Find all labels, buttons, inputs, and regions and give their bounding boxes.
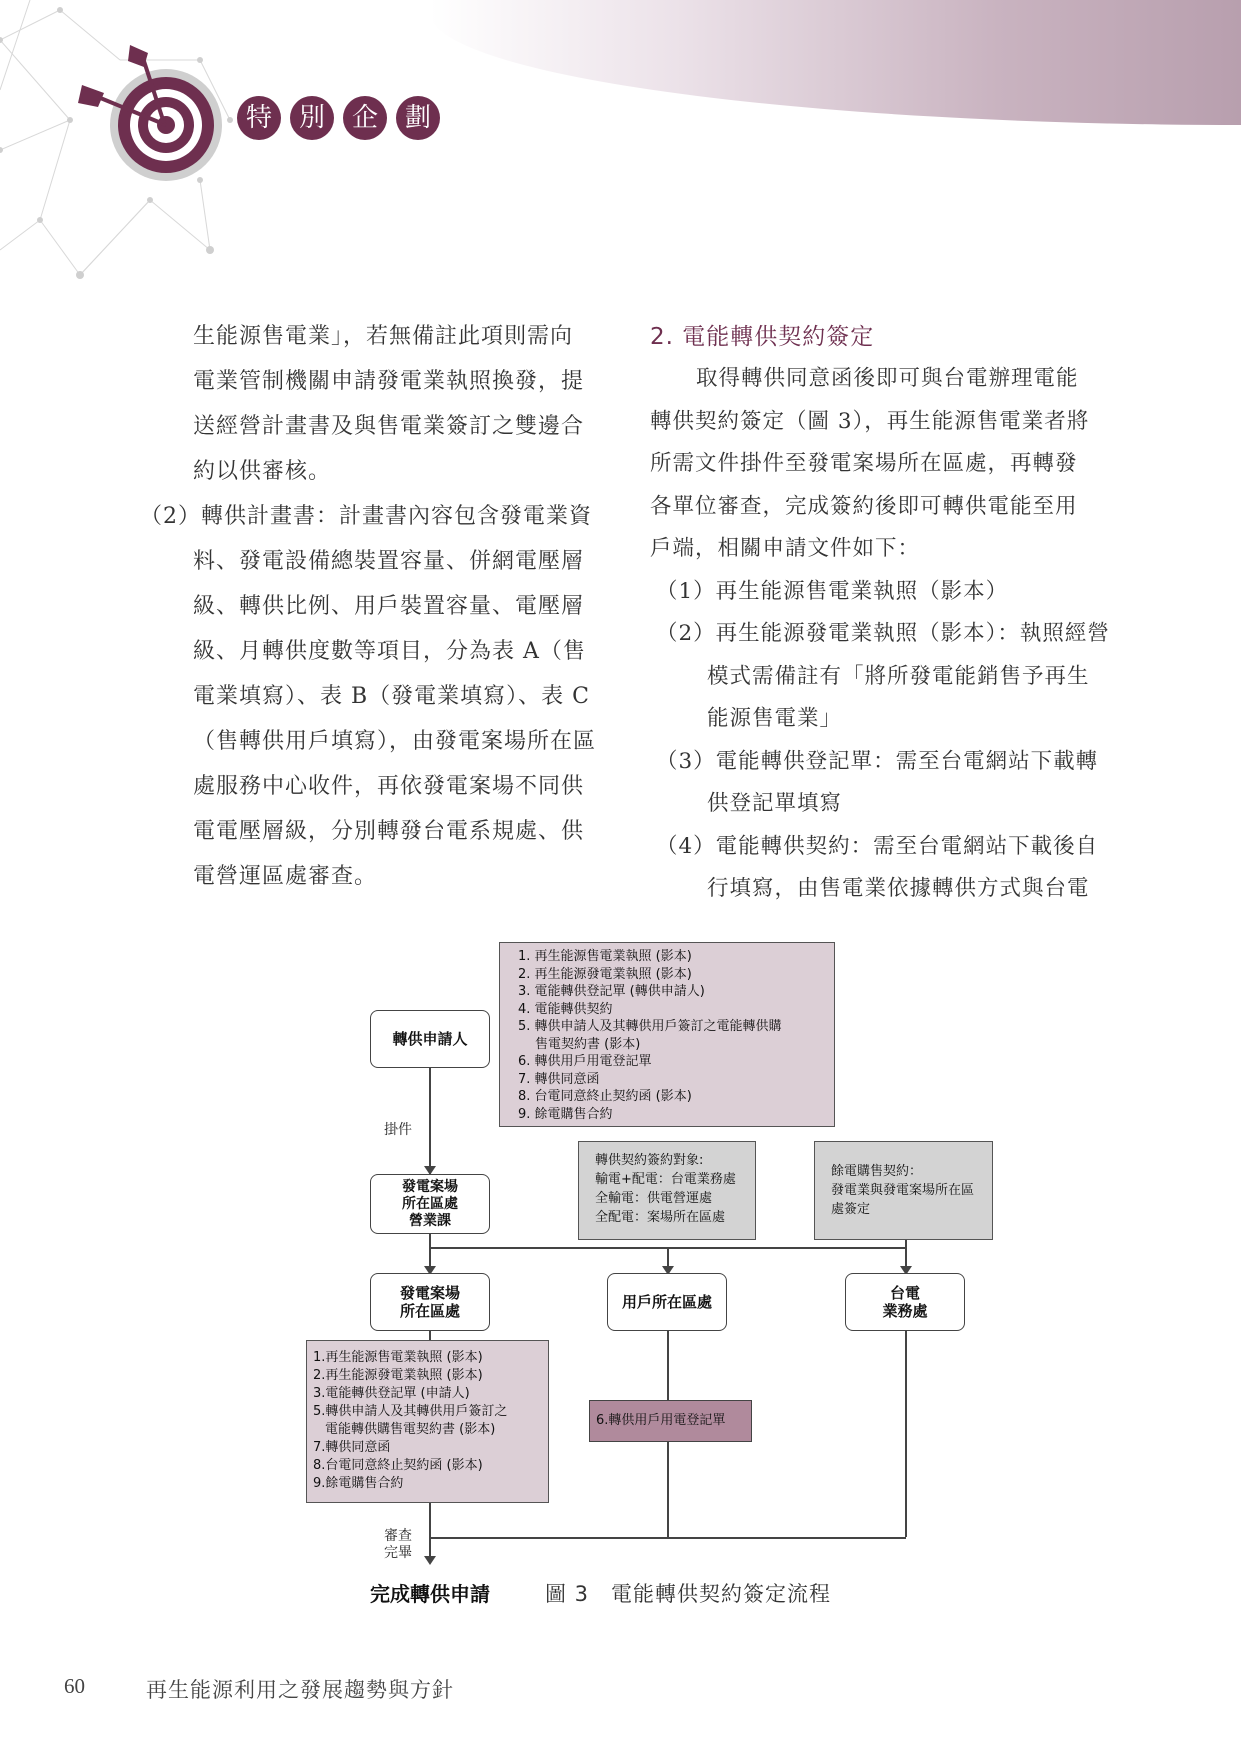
sales-section-line: 發電案場 — [402, 1178, 458, 1195]
user-document-highlight: 6.轉供用戶用電登記單 — [589, 1400, 752, 1442]
right-line: 各單位審查，完成簽約後即可轉供電能至用 — [650, 493, 1078, 519]
taipower-line: 台電 — [889, 1284, 920, 1302]
left-line: 料、發電設備總裝置容量、併網電壓層 — [193, 549, 585, 574]
doc-item: 7.轉供同意函 — [313, 1440, 391, 1455]
doc-item: 2. 再生能源發電業執照 (影本) — [518, 966, 692, 982]
doc-item: 8.台電同意終止契約函 (影本) — [313, 1458, 483, 1473]
doc-item: 售電契約書 (影本) — [535, 1036, 641, 1052]
right-line: 行填寫，由售電業依據轉供方式與台電 — [707, 876, 1090, 901]
left-line: 生能源售電業」，若無備註此項則需向 — [193, 324, 574, 349]
left-line: 送經營計畫書及與售電業簽訂之雙邊合 — [193, 414, 585, 439]
section-badge-char-4: 劃 — [396, 96, 440, 140]
doc-item: 6. 轉供用戶用電登記單 — [518, 1054, 652, 1069]
section-heading: 2. 電能轉供契約簽定 — [650, 324, 875, 350]
applicant-box — [370, 1010, 490, 1068]
right-line: 所需文件掛件至發電案場所在區處，再轉發 — [650, 451, 1078, 476]
plant-region-line: 發電案場 — [399, 1284, 460, 1302]
left-line: （售轉供用戶填寫），由發電案場所在區 — [193, 729, 597, 754]
top-documents-box — [499, 942, 835, 1127]
sales-section-box — [370, 1174, 490, 1234]
flow-line — [905, 1331, 907, 1537]
doc-item: 3. 電能轉供登記單 (轉供申請人) — [518, 984, 705, 999]
complete-application-label: 完成轉供申請 — [370, 1582, 490, 1606]
left-line: 處服務中心收件，再依發電案場不同供 — [193, 774, 585, 799]
right-line: （1）再生能源售電業執照（影本） — [656, 578, 1009, 604]
right-column-text — [650, 358, 1110, 911]
left-line: 電營運區處審查。 — [193, 864, 378, 889]
section-badge-char-2: 別 — [290, 96, 334, 140]
footer-title: 再生能源利用之發展趨勢與方針 — [146, 1678, 454, 1702]
user-region-label: 用戶所在區處 — [621, 1293, 712, 1311]
taipower-box — [845, 1273, 965, 1331]
sales-section-line: 所在區處 — [402, 1195, 458, 1212]
doc-item: 電能轉供購售電契約書 (影本) — [325, 1422, 496, 1437]
doc-item: 3.電能轉供登記單 (申請人) — [313, 1386, 470, 1401]
left-column-text — [140, 314, 596, 899]
arrow-down-icon — [424, 1556, 436, 1565]
plant-region-line: 所在區處 — [399, 1302, 460, 1320]
doc-item: 5.轉供申請人及其轉供用戶簽訂之 — [313, 1404, 508, 1419]
left-line: （2）轉供計畫書：計畫書內容包含發電業資 — [140, 504, 592, 529]
left-line: 級、月轉供度數等項目，分為表 A（售 — [193, 639, 586, 664]
surplus-line: 處簽定 — [831, 1202, 871, 1217]
flow-line — [429, 1331, 431, 1340]
sales-section-line: 營業課 — [409, 1212, 451, 1229]
left-line: 電電壓層級，分別轉發台電系規處、供 — [193, 819, 585, 844]
left-line: 電業管制機關申請發電業執照換發，提 — [193, 369, 585, 394]
flow-line — [429, 1537, 906, 1539]
header-photo-banner — [430, 0, 1241, 125]
surplus-contract-box — [814, 1141, 993, 1240]
flow-line — [429, 1068, 431, 1174]
doc-item: 1.再生能源售電業執照 (影本) — [313, 1350, 483, 1365]
review-label-line: 審查 — [384, 1528, 412, 1544]
right-line: 轉供契約簽定（圖 3），再生能源售電業者將 — [650, 408, 1090, 434]
contract-targets-box — [578, 1141, 756, 1240]
contract-target-line: 轉供契約簽約對象: — [595, 1153, 704, 1168]
target-arrow-icon — [78, 45, 228, 185]
right-line: （3）電能轉供登記單：需至台電網站下載轉 — [656, 748, 1099, 774]
section-badge-char-1: 特 — [237, 96, 281, 140]
right-line: 能源售電業」 — [707, 706, 843, 731]
user-region-box — [607, 1273, 727, 1331]
left-line: 電業填寫）、表 B（發電業填寫）、表 C — [193, 684, 590, 709]
left-line: 級、轉供比例、用戶裝置容量、電壓層 — [193, 594, 585, 619]
doc-item: 7. 轉供同意函 — [518, 1071, 600, 1087]
doc-item: 4. 電能轉供契約 — [518, 1001, 613, 1017]
page-number: 60 — [64, 1674, 85, 1698]
contract-target-line: 全輸電：供電營運處 — [595, 1191, 713, 1206]
flow-line — [429, 1503, 431, 1561]
right-line: （2）再生能源發電業執照（影本）：執照經營 — [656, 621, 1110, 646]
filing-label: 掛件 — [384, 1122, 412, 1138]
doc-item: 9. 餘電購售合約 — [518, 1106, 613, 1122]
applicant-label: 轉供申請人 — [392, 1030, 468, 1048]
doc-item: 1. 再生能源售電業執照 (影本) — [518, 949, 692, 964]
review-label-line: 完畢 — [384, 1545, 412, 1561]
doc-item: 2.再生能源發電業執照 (影本) — [313, 1368, 483, 1383]
figure-caption: 圖 3 電能轉供契約簽定流程 — [545, 1582, 832, 1606]
left-line: 約以供審核。 — [193, 459, 332, 484]
contract-target-line: 全配電：案場所在區處 — [595, 1210, 726, 1225]
right-line: 戶端，相關申請文件如下： — [650, 536, 921, 561]
doc-item: 9.餘電購售合約 — [313, 1476, 404, 1491]
right-line: 模式需備註有「將所發電能銷售予再生 — [707, 663, 1090, 689]
bottom-documents-box — [306, 1340, 549, 1503]
right-line: 取得轉供同意函後即可與台電辦理電能 — [696, 366, 1079, 391]
doc-item: 8. 台電同意終止契約函 (影本) — [518, 1089, 692, 1104]
review-label — [384, 1528, 412, 1562]
section-badge-char-3: 企 — [343, 96, 387, 140]
contract-target-line: 輸電+配電：台電業務處 — [595, 1172, 736, 1187]
surplus-line: 餘電購售契約： — [831, 1164, 923, 1179]
taipower-line: 業務處 — [882, 1302, 928, 1320]
right-line: 供登記單填寫 — [707, 791, 843, 816]
plant-region-box — [370, 1273, 490, 1331]
surplus-line: 發電業與發電案場所在區 — [831, 1183, 975, 1198]
doc-item: 5. 轉供申請人及其轉供用戶簽訂之電能轉供購 — [518, 1019, 782, 1034]
right-line: （4）電能轉供契約：需至台電網站下載後自 — [656, 833, 1099, 859]
